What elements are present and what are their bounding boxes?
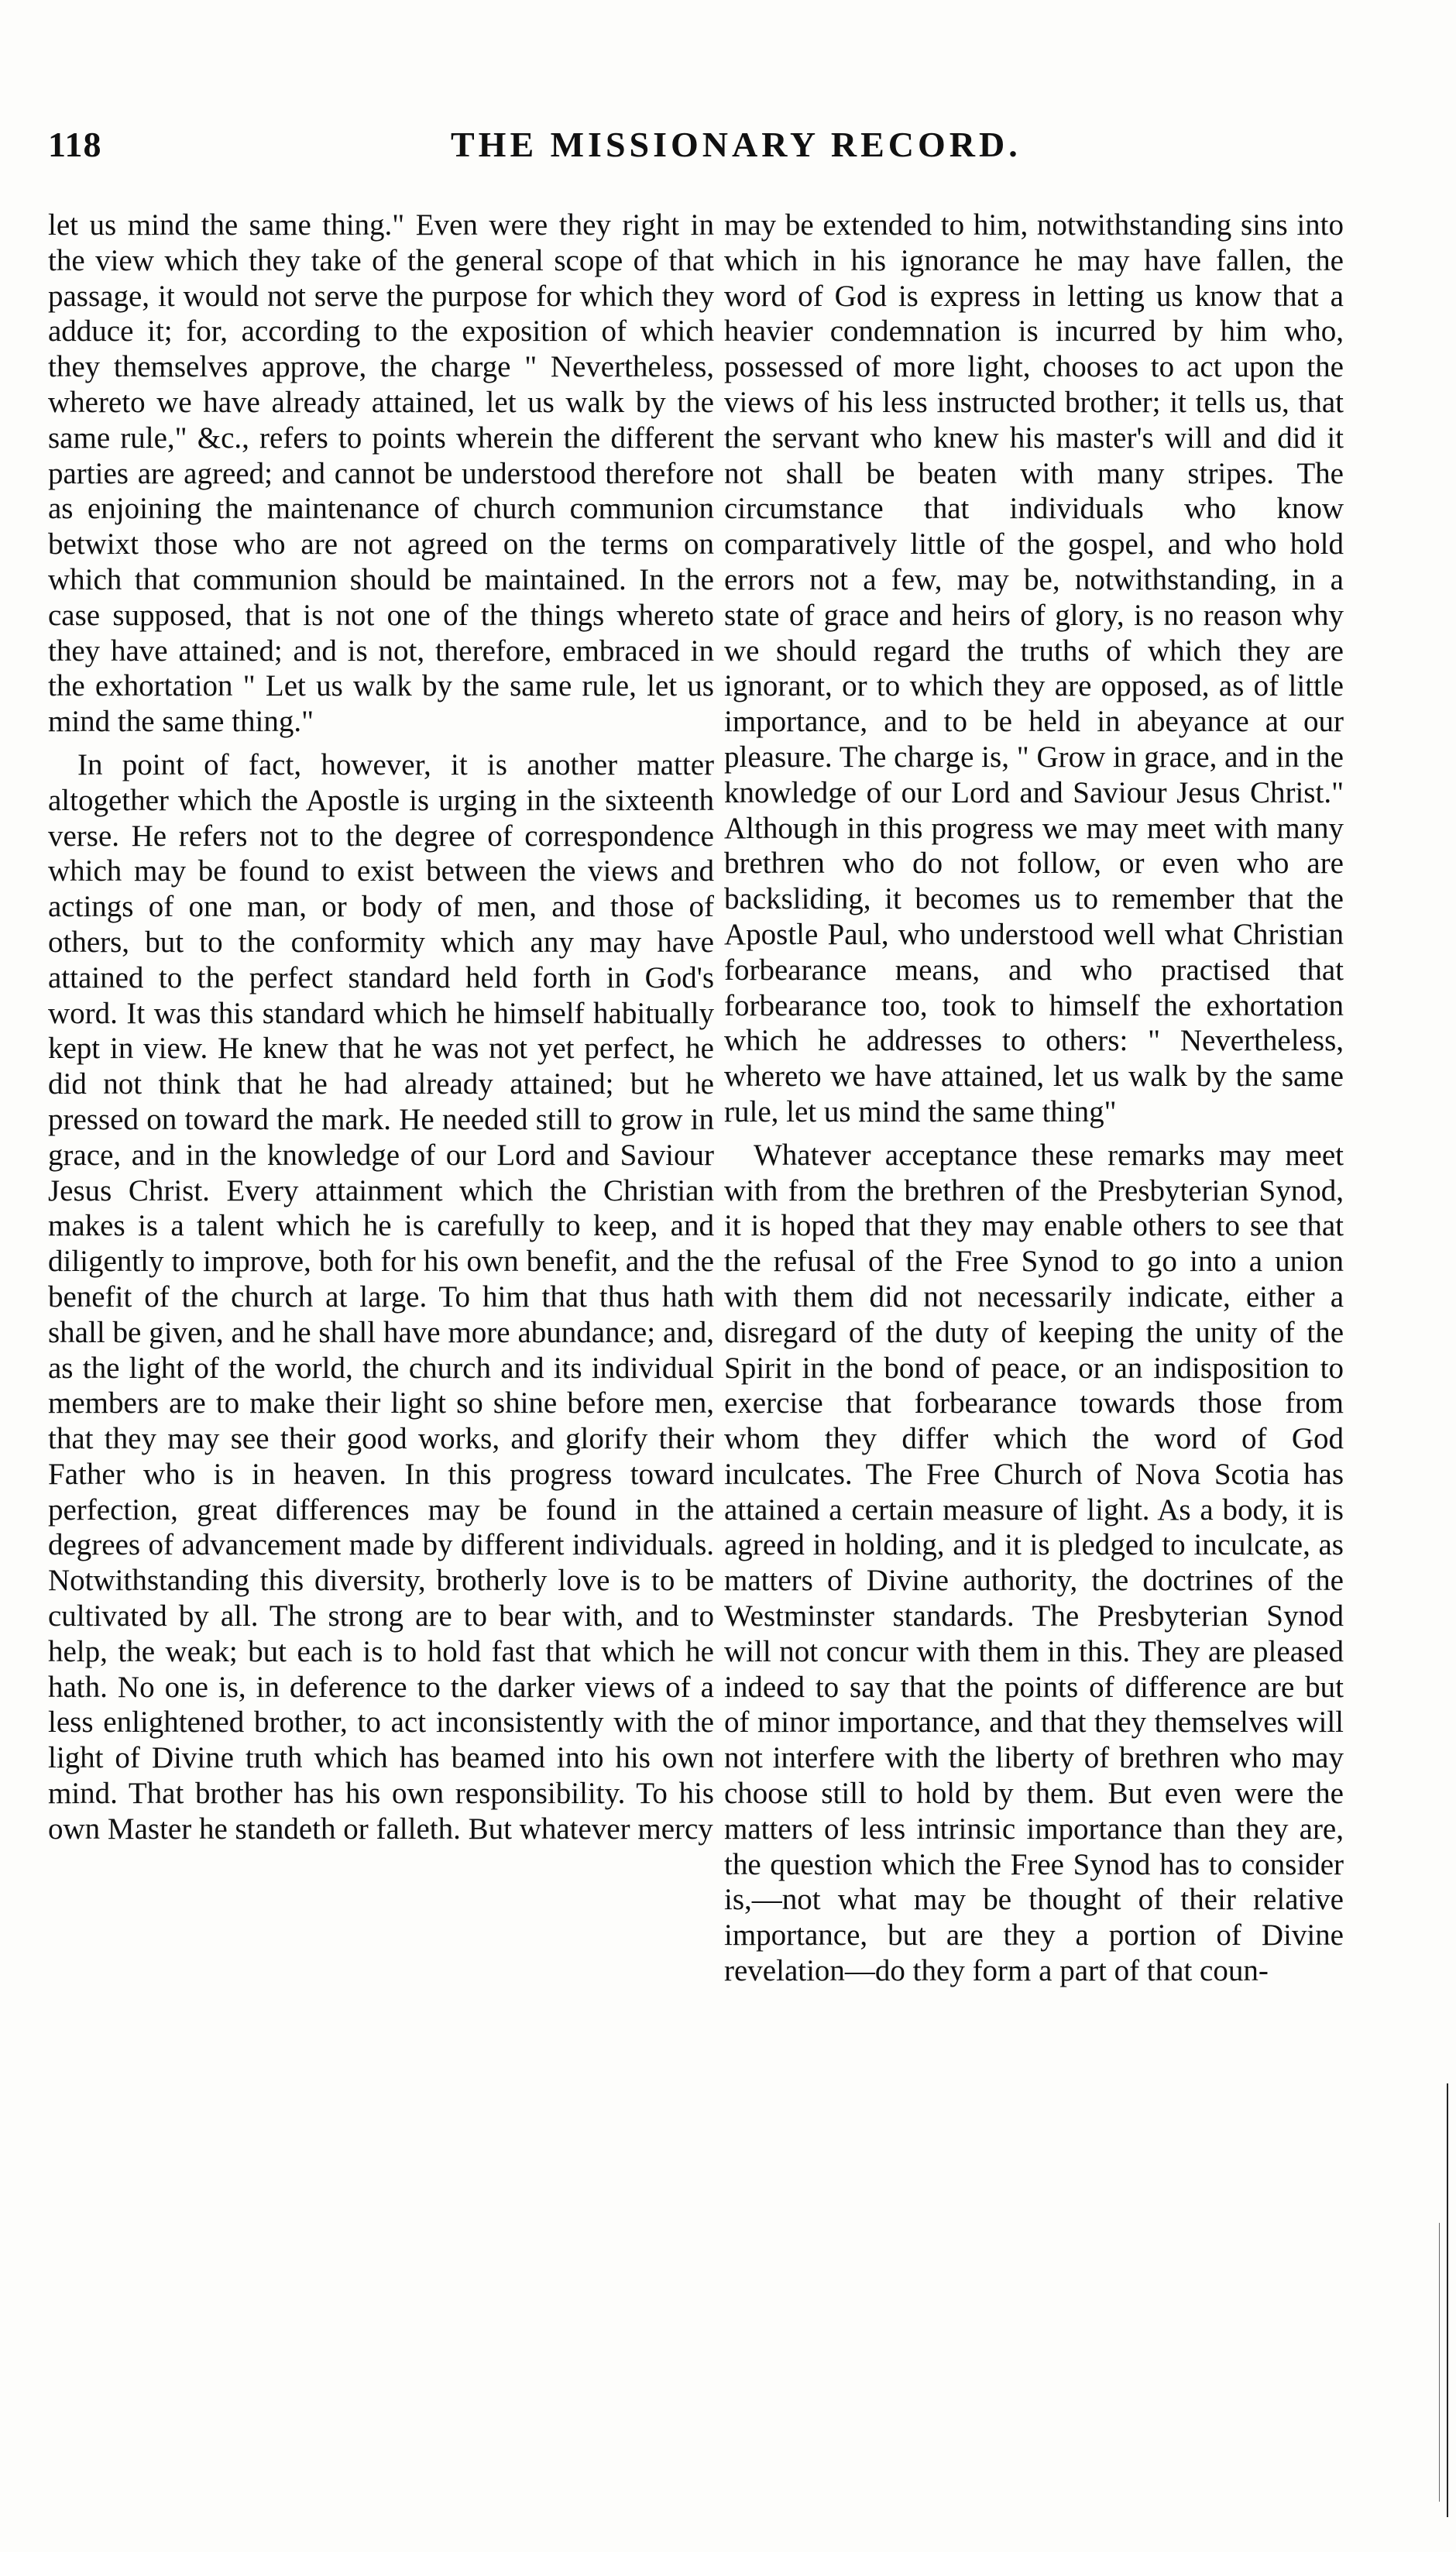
page-number: 118 xyxy=(48,125,102,164)
right-column xyxy=(724,208,1344,2516)
left-paragraph-2: In point of fact, however, it is another matter altogether which the Apostle is urging in the sixteenth verse. He refers not to the degree of correspondence which may be found to exist between the views and actings of one man, or body of men, and those of others, but to the conformity which any may have attained to the perfect standard held forth in God's word. It was this standard which he himself habitually kept in view. He knew that he was not yet perfect, he did not think that he had already attained; but he pressed on toward the mark. He needed still to grow in grace, and in the knowledge of our Lord and Saviour Jesus Christ. Every attainment which the Christian makes is a talent which he is carefully to keep, and diligently to improve, both for his own benefit, and the benefit of the church at large. To him that thus hath shall be given, and he shall have more abundance; and, as the light of the world, the church and its individual members are to make their light so shine before men, that they may see their good works, and glorify their Father who is in heaven. In this progress toward perfection, great differences may be found in the degrees of advancement made by different individuals. Notwithstanding this diversity, brotherly love is to be cultivated by all. The strong are to bear with, and to help, the weak; but each is to hold fast that which he hath. No one is, in deference to the darker views of a less enlightened brother, to act inconsistently with the light of Divine truth which has beamed into his own mind. That brother has his own responsibility. To his own Master he standeth or falleth. But whatever mercy xyxy=(48,747,714,1846)
running-title: THE MISSIONARY RECORD. xyxy=(451,125,1022,164)
right-paragraph-2: Whatever acceptance these remarks may meet with from the brethren of the Presbyterian Synod, it is hoped that they may enable others to see that the refusal of the Free Synod to go into a union with them did not necessarily indicate, either a disregard of the duty of keeping the unity of the Spirit in the bond of peace, or an indisposition to exercise that forbearance towards those from whom they differ which the word of God inculcates. The Free Church of Nova Scotia has attained a certain measure of light. As a body, it is agreed in holding, and it is pledged to inculcate, as matters of Divine authority, the doctrines of the Westminster standards. The Presbyterian Synod will not concur with them in this. They are pleased indeed to say that the points of difference are but of minor importance, and that they themselves will not interfere with the liberty of brethren who may choose still to hold by them. But even were the matters of less intrinsic importance than they are, the question which the Free Synod has to consider is,—not what may be thought of their relative importance, but are they a portion of Divine revelation—do they form a part of that coun- xyxy=(724,1138,1344,1988)
page-edge-mark-secondary xyxy=(1439,2223,1440,2502)
page-edge-mark xyxy=(1447,2083,1448,2517)
right-paragraph-1: may be extended to him, notwithstanding sins into which in his ignorance he may have fallen, the word of God is express in letting us know that a heavier condemnation is incurred by him who, possessed of more light, chooses to act upon the views of his less instructed brother; it tells us, that the servant who knew his master's will and did it not shall be beaten with many stripes. The circumstance that individuals who know comparatively little of the gospel, and who hold errors not a few, may be, notwithstanding, in a state of grace and heirs of glory, is no reason why we should regard the truths of which they are ignorant, or to which they are opposed, as of little importance, and to be held in abeyance at our pleasure. The charge is, " Grow in grace, and in the knowledge of our Lord and Saviour Jesus Christ." Although in this progress we may meet with many brethren who do not follow, or even who are backsliding, it becomes us to remember that the Apostle Paul, who understood well what Christian forbearance means, and who practised that forbearance too, took to himself the exhortation which he addresses to others: " Nevertheless, whereto we have attained, let us walk by the same rule, let us mind the same thing" xyxy=(724,208,1344,1128)
page-header xyxy=(48,124,1365,178)
left-paragraph-1: let us mind the same thing." Even were they right in the view which they take of the general scope of that passage, it would not serve the purpose for which they adduce it; for, according to the exposition of which they themselves approve, the charge " Nevertheless, whereto we have already attained, let us walk by the same rule," &c., refers to points wherein the different parties are agreed; and cannot be understood therefore as enjoining the maintenance of church communion betwixt those who are not agreed on the terms on which that communion should be maintained. In the case supposed, that is not one of the things whereto they have attained; and is not, therefore, embraced in the exhortation " Let us walk by the same rule, let us mind the same thing." xyxy=(48,208,714,739)
left-column xyxy=(48,208,714,2516)
